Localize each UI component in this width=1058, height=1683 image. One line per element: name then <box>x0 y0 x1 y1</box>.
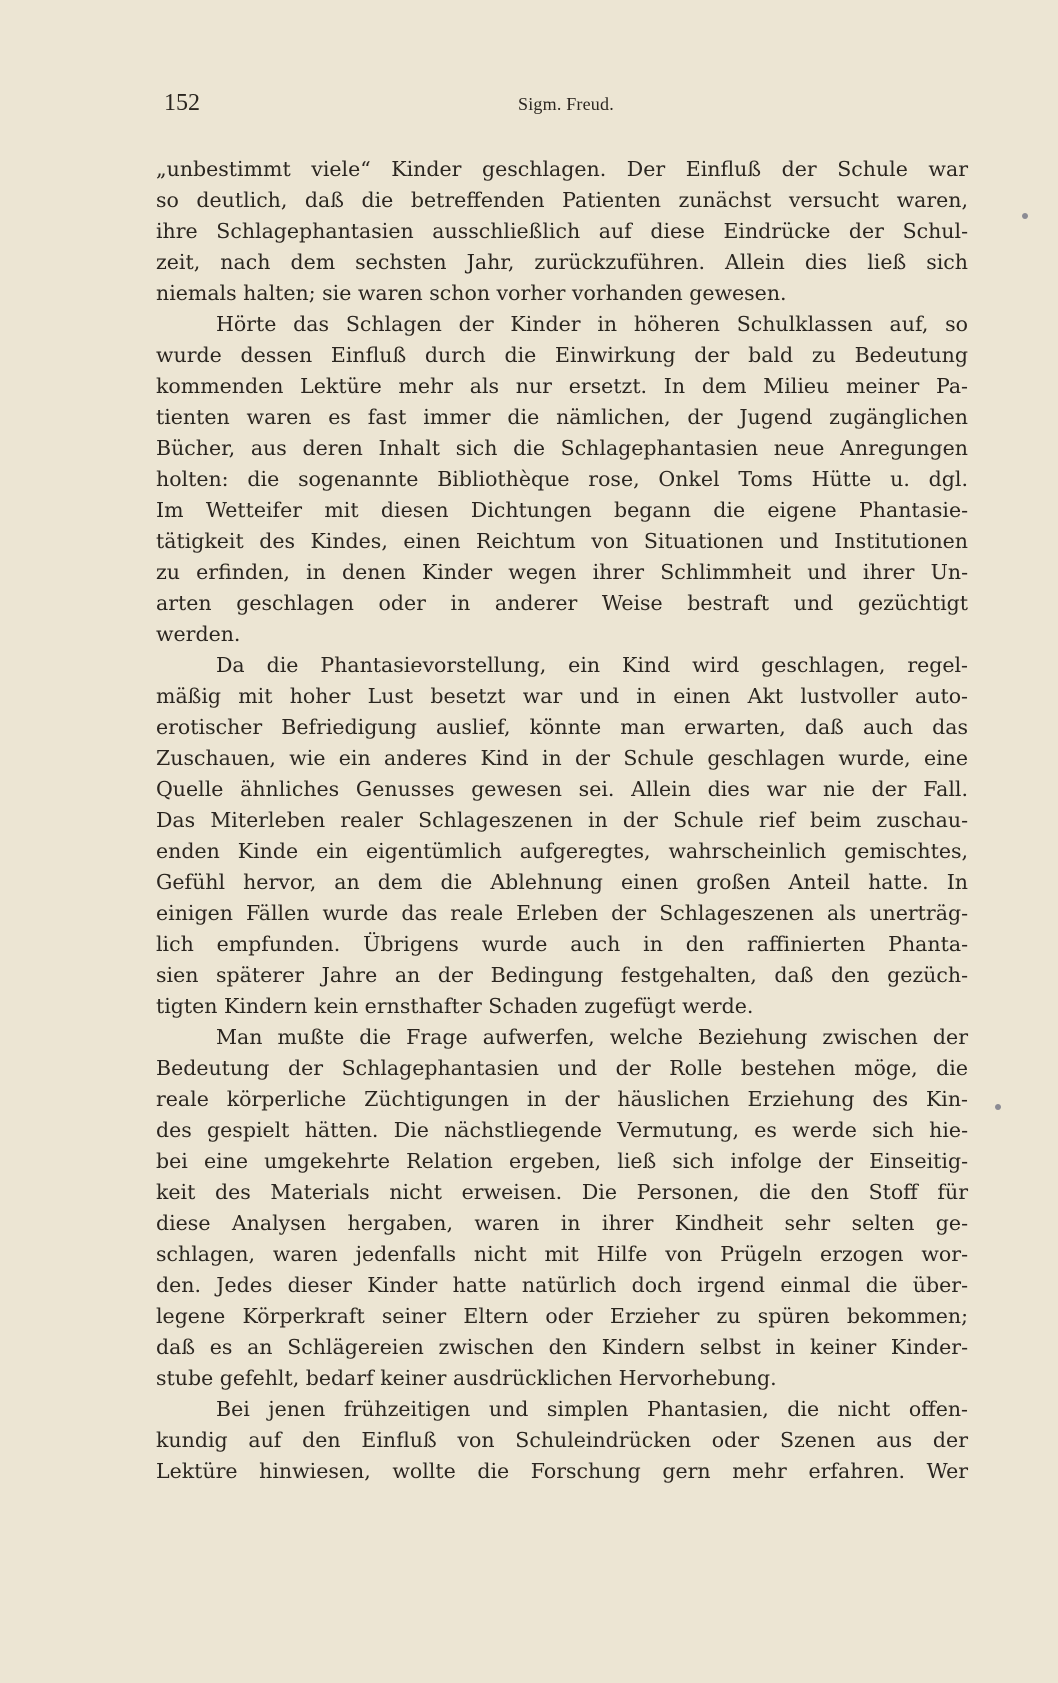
text-line: legene Körperkraft seiner Eltern oder Erzieher zu spüren bekommen; <box>156 1304 968 1328</box>
text-line: so deutlich, daß die betreffenden Patienten zunächst versucht waren, <box>156 188 968 212</box>
text-line: stube gefehlt, bedarf keiner ausdrücklichen Hervorhebung. <box>156 1366 777 1390</box>
text-line: Hörte das Schlagen der Kinder in höheren Schulklassen auf, so <box>216 312 968 336</box>
text-line: Bedeutung der Schlagephantasien und der Rolle bestehen möge, die <box>156 1056 968 1080</box>
text-line: des gespielt hätten. Die nächstliegende Vermutung, es werde sich hie- <box>156 1118 968 1142</box>
text-line: erotischer Befriedigung auslief, könnte man erwarten, daß auch das <box>156 715 968 739</box>
text-line: wurde dessen Einfluß durch die Einwirkung der bald zu Bedeutung <box>156 343 968 367</box>
text-line: enden Kinde ein eigentümlich aufgeregtes, wahrscheinlich gemischtes, <box>156 839 968 863</box>
body-text <box>156 154 968 1487</box>
text-line: keit des Materials nicht erweisen. Die Personen, die den Stoff für <box>156 1180 968 1204</box>
text-line: diese Analysen hergaben, waren in ihrer Kindheit sehr selten ge- <box>156 1211 968 1235</box>
text-line: mäßig mit hoher Lust besetzt war und in einen Akt lustvoller auto- <box>156 684 968 708</box>
text-line: den. Jedes dieser Kinder hatte natürlich doch irgend einmal die über- <box>156 1273 968 1297</box>
text-line: zeit, nach dem sechsten Jahr, zurückzuführen. Allein dies ließ sich <box>156 250 968 274</box>
text-line: tigten Kindern kein ernsthafter Schaden zugefügt werde. <box>156 994 754 1018</box>
text-line: Lektüre hinwiesen, wollte die Forschung gern mehr erfahren. Wer <box>156 1459 968 1483</box>
scan-speck <box>995 1104 1001 1110</box>
text-line: tienten waren es fast immer die nämlichen, der Jugend zugänglichen <box>156 405 968 429</box>
text-line: „unbestimmt viele“ Kinder geschlagen. Der Einfluß der Schule war <box>156 157 968 181</box>
text-line: schlagen, waren jedenfalls nicht mit Hilfe von Prügeln erzogen wor- <box>156 1242 968 1266</box>
page-header <box>164 90 954 122</box>
running-head: Sigm. Freud. <box>518 94 614 114</box>
text-line: Gefühl hervor, an dem die Ablehnung einen großen Anteil hatte. In <box>156 870 968 894</box>
page-number: 152 <box>164 90 200 116</box>
text-line: sien späterer Jahre an der Bedingung festgehalten, daß den gezüch- <box>156 963 968 987</box>
text-line: tätigkeit des Kindes, einen Reichtum von Situationen und Institutionen <box>156 529 968 553</box>
text-line: Das Miterleben realer Schlageszenen in der Schule rief beim zuschau- <box>156 808 968 832</box>
text-line: Da die Phantasievorstellung, ein Kind wird geschlagen, regel- <box>216 653 968 677</box>
text-line: arten geschlagen oder in anderer Weise bestraft und gezüchtigt <box>156 591 968 615</box>
text-line: Bei jenen frühzeitigen und simplen Phantasien, die nicht offen- <box>216 1397 968 1421</box>
text-line: niemals halten; sie waren schon vorher vorhanden gewesen. <box>156 281 787 305</box>
text-line: kommenden Lektüre mehr als nur ersetzt. In dem Milieu meiner Pa- <box>156 374 968 398</box>
scan-speck <box>1022 213 1028 219</box>
text-line: Zuschauen, wie ein anderes Kind in der Schule geschlagen wurde, eine <box>156 746 968 770</box>
text-line: reale körperliche Züchtigungen in der häuslichen Erziehung des Kin- <box>156 1087 968 1111</box>
text-line: einigen Fällen wurde das reale Erleben der Schlageszenen als unerträg- <box>156 901 968 925</box>
text-line: Quelle ähnliches Genusses gewesen sei. Allein dies war nie der Fall. <box>156 777 968 801</box>
text-line: zu erfinden, in denen Kinder wegen ihrer Schlimmheit und ihrer Un- <box>156 560 968 584</box>
text-line: holten: die sogenannte Bibliothèque rose, Onkel Toms Hütte u. dgl. <box>156 467 968 491</box>
text-line: Bücher, aus deren Inhalt sich die Schlagephantasien neue Anregungen <box>156 436 968 460</box>
text-line: kundig auf den Einfluß von Schuleindrücken oder Szenen aus der <box>156 1428 968 1452</box>
text-line: daß es an Schlägereien zwischen den Kindern selbst in keiner Kinder- <box>156 1335 968 1359</box>
text-line: werden. <box>156 622 241 646</box>
text-line: lich empfunden. Übrigens wurde auch in den raffinierten Phanta- <box>156 932 968 956</box>
text-line: bei eine umgekehrte Relation ergeben, ließ sich infolge der Einseitig- <box>156 1149 968 1173</box>
text-line: Man mußte die Frage aufwerfen, welche Beziehung zwischen der <box>216 1025 968 1049</box>
text-line: ihre Schlagephantasien ausschließlich auf diese Eindrücke der Schul- <box>156 219 968 243</box>
text-line: Im Wetteifer mit diesen Dichtungen begann die eigene Phantasie- <box>156 498 968 522</box>
